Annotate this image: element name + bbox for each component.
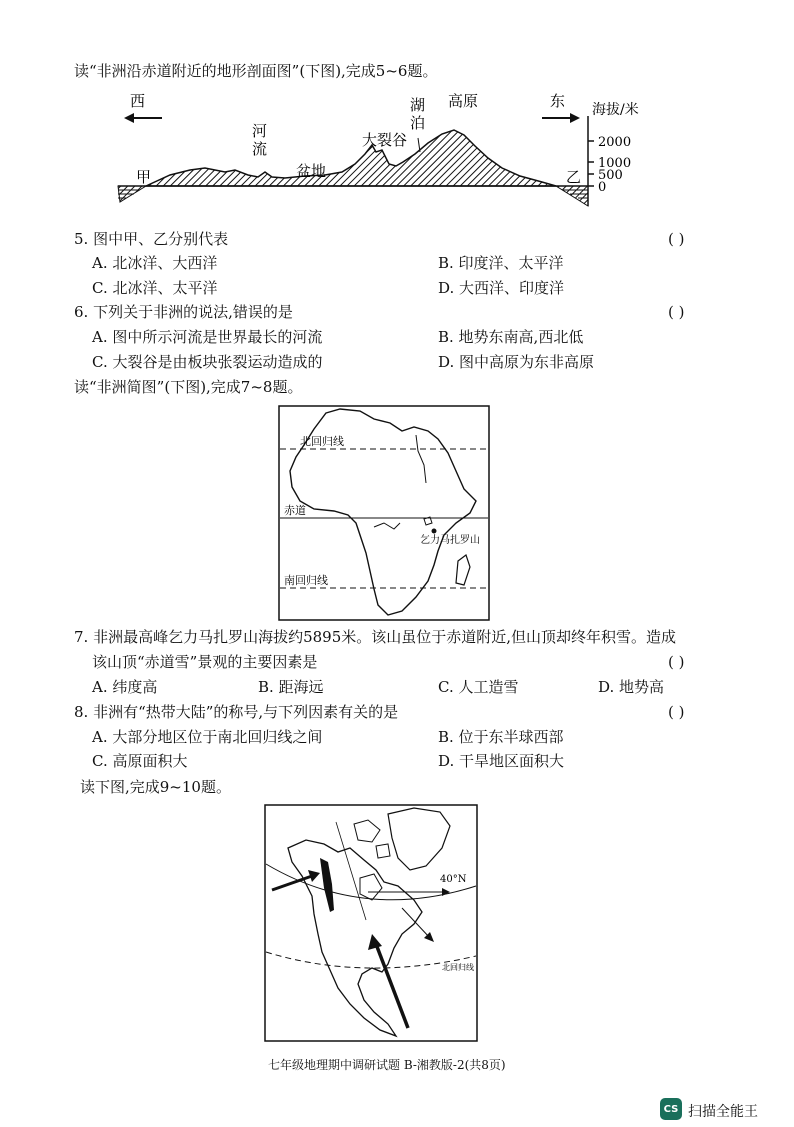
terrain-profile xyxy=(146,130,556,186)
q7-option-b: B. 距海远 xyxy=(258,678,324,696)
intro-7-8: 读“非洲简图”(下图),完成7~8题。 xyxy=(74,378,303,396)
q5-answer-paren: ( ) xyxy=(668,230,685,248)
label-north-tropic: 北回归线 xyxy=(442,963,474,972)
q8-option-b: B. 位于东半球西部 xyxy=(438,728,564,746)
q7-answer-paren: ( ) xyxy=(668,653,685,671)
q5-option-c: C. 北冰洋、太平洋 xyxy=(92,279,218,297)
label-jia: 甲 xyxy=(136,168,152,186)
q7-option-d: D. 地势高 xyxy=(598,678,665,696)
label-rift: 大裂谷 xyxy=(362,131,408,149)
label-kilimanjaro: 乞力马扎罗山 xyxy=(420,535,480,546)
west-arrowhead xyxy=(124,113,134,123)
q8-option-a: A. 大部分地区位于南北回归线之间 xyxy=(92,728,323,746)
q8-answer-paren: ( ) xyxy=(668,703,685,721)
label-lake-2: 泊 xyxy=(410,114,426,132)
q8-option-d: D. 干旱地区面积大 xyxy=(438,752,565,770)
east-arrowhead xyxy=(570,113,580,123)
q7-option-a: A. 纬度高 xyxy=(92,678,158,696)
label-40n: 40°N xyxy=(440,874,467,885)
q6-option-a: A. 图中所示河流是世界最长的河流 xyxy=(92,328,323,346)
tick-2000: 2000 xyxy=(598,135,632,150)
q6-stem: 6. 下列关于非洲的说法,错误的是 xyxy=(74,303,293,321)
q6-option-d: D. 图中高原为东非高原 xyxy=(438,353,595,371)
kilimanjaro-point xyxy=(432,529,437,534)
label-north-tropic: 北回归线 xyxy=(300,435,344,448)
q7-stem-line1: 7. 非洲最高峰乞力马扎罗山海拔约5895米。该山虽位于赤道附近,但山顶却终年积雪。造成 xyxy=(74,628,677,646)
label-river-1: 河 xyxy=(252,122,268,140)
label-east: 东 xyxy=(550,92,566,110)
label-lake-1: 湖 xyxy=(410,96,426,114)
terrain-profile-figure xyxy=(110,90,670,220)
page-footer: 七年级地理期中调研试题 B-湘教版-2(共8页) xyxy=(268,1058,506,1072)
q8-option-c: C. 高原面积大 xyxy=(92,752,188,770)
label-south-tropic: 南回归线 xyxy=(284,574,328,587)
q5-option-a: A. 北冰洋、大西洋 xyxy=(92,254,218,272)
intro-9-10: 读下图,完成9~10题。 xyxy=(80,778,231,796)
tick-1000: 1000 xyxy=(598,156,632,171)
q7-option-c: C. 人工造雪 xyxy=(438,678,519,696)
q6-option-c: C. 大裂谷是由板块张裂运动造成的 xyxy=(92,353,323,371)
q5-stem: 5. 图中甲、乙分别代表 xyxy=(74,230,229,248)
africa-map xyxy=(278,405,490,621)
label-equator: 赤道 xyxy=(284,504,306,517)
q6-option-b: B. 地势东南高,西北低 xyxy=(438,328,584,346)
label-west: 西 xyxy=(130,92,146,110)
label-river-2: 流 xyxy=(252,140,268,158)
q5-option-d: D. 大西洋、印度洋 xyxy=(438,279,565,297)
intro-5-6: 读“非洲沿赤道附近的地形剖面图”(下图),完成5~6题。 xyxy=(74,62,438,80)
q8-stem: 8. 非洲有“热带大陆”的称号,与下列因素有关的是 xyxy=(74,703,399,721)
q7-stem-line2: 该山顶“赤道雪”景观的主要因素是 xyxy=(92,653,318,671)
tick-500: 500 xyxy=(598,168,623,183)
axis-title: 海拔/米 xyxy=(592,102,639,118)
camscanner-logo-icon: CS xyxy=(660,1098,682,1120)
q5-option-b: B. 印度洋、太平洋 xyxy=(438,254,564,272)
q6-answer-paren: ( ) xyxy=(668,303,685,321)
label-basin: 盆地 xyxy=(296,162,327,180)
north-america-map xyxy=(264,804,478,1042)
label-plateau: 高原 xyxy=(448,92,479,110)
label-yi: 乙 xyxy=(566,168,582,186)
brand-name: 扫描全能王 xyxy=(688,1104,758,1120)
sea-yi xyxy=(556,186,588,206)
tick-0: 0 xyxy=(598,180,607,195)
